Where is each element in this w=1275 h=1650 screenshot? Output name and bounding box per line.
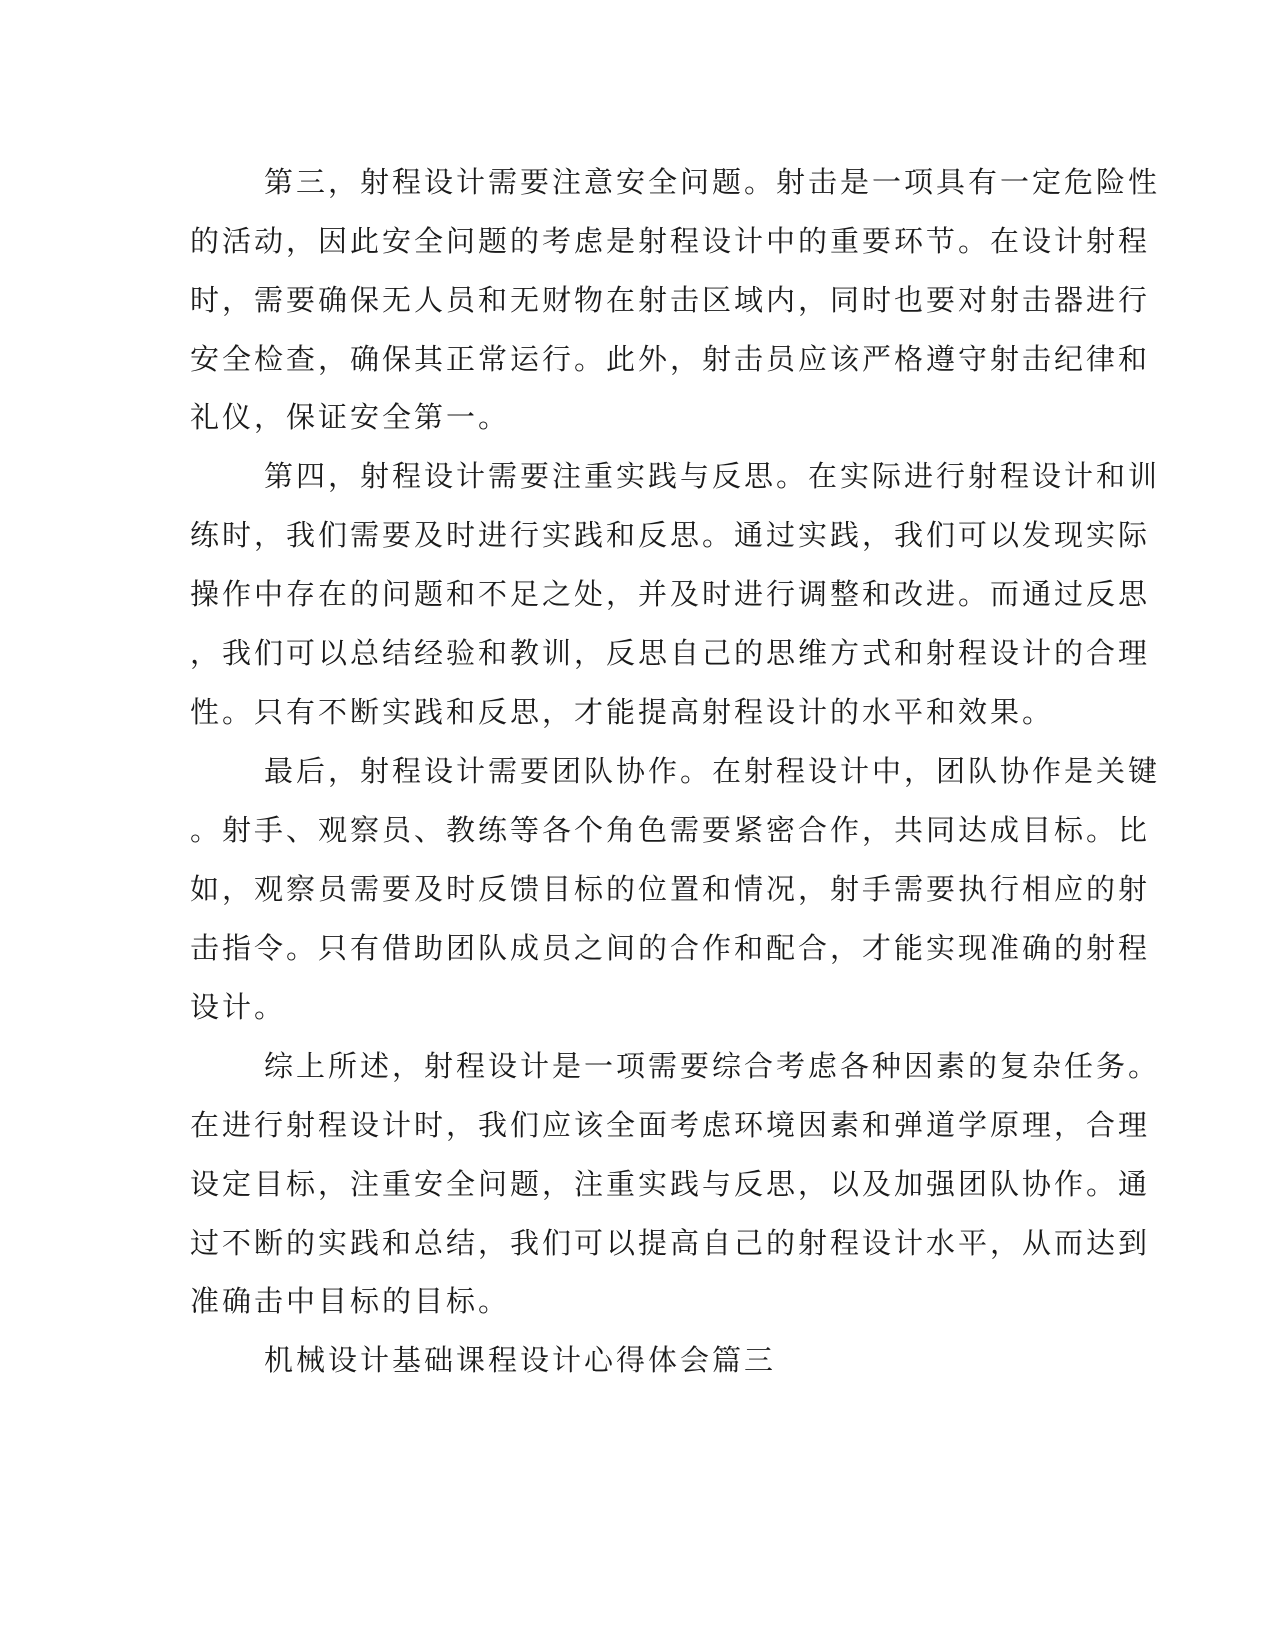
paragraph-line: 安全检查，确保其正常运行。此外，射击员应该严格遵守射击纪律和 bbox=[190, 342, 1151, 376]
paragraph-line: 综上所述，射程设计是一项需要综合考虑各种因素的复杂任务。 bbox=[264, 1049, 1161, 1083]
section-heading: 机械设计基础课程设计心得体会篇三 bbox=[264, 1343, 777, 1377]
paragraph-line: 如，观察员需要及时反馈目标的位置和情况，射手需要执行相应的射 bbox=[190, 872, 1151, 906]
paragraph-line: 第三，射程设计需要注意安全问题。射击是一项具有一定危险性 bbox=[264, 165, 1161, 199]
paragraph-line: 性。只有不断实践和反思，才能提高射程设计的水平和效果。 bbox=[190, 695, 1055, 729]
paragraph-line: 。射手、观察员、教练等各个角色需要紧密合作，共同达成目标。比 bbox=[190, 813, 1151, 847]
paragraph-line: 练时，我们需要及时进行实践和反思。通过实践，我们可以发现实际 bbox=[190, 518, 1151, 552]
paragraph-line: 在进行射程设计时，我们应该全面考虑环境因素和弹道学原理，合理 bbox=[190, 1108, 1151, 1142]
paragraph-line: 的活动，因此安全问题的考虑是射程设计中的重要环节。在设计射程 bbox=[190, 224, 1151, 258]
paragraph-line: 设计。 bbox=[190, 990, 287, 1024]
paragraph-line: 最后，射程设计需要团队协作。在射程设计中，团队协作是关键 bbox=[264, 754, 1161, 788]
paragraph-line: 时，需要确保无人员和无财物在射击区域内，同时也要对射击器进行 bbox=[190, 283, 1151, 317]
paragraph-line: 设定目标，注重安全问题，注重实践与反思，以及加强团队协作。通 bbox=[190, 1167, 1151, 1201]
paragraph-line: 过不断的实践和总结，我们可以提高自己的射程设计水平，从而达到 bbox=[190, 1226, 1151, 1260]
paragraph-line: 礼仪，保证安全第一。 bbox=[190, 400, 511, 434]
paragraph-line: 第四，射程设计需要注重实践与反思。在实际进行射程设计和训 bbox=[264, 459, 1161, 493]
paragraph-line: 击指令。只有借助团队成员之间的合作和配合，才能实现准确的射程 bbox=[190, 931, 1151, 965]
paragraph-line: 操作中存在的问题和不足之处，并及时进行调整和改进。而通过反思 bbox=[190, 577, 1151, 611]
paragraph-line: ，我们可以总结经验和教训，反思自己的思维方式和射程设计的合理 bbox=[190, 636, 1151, 670]
paragraph-line: 准确击中目标的目标。 bbox=[190, 1284, 511, 1318]
